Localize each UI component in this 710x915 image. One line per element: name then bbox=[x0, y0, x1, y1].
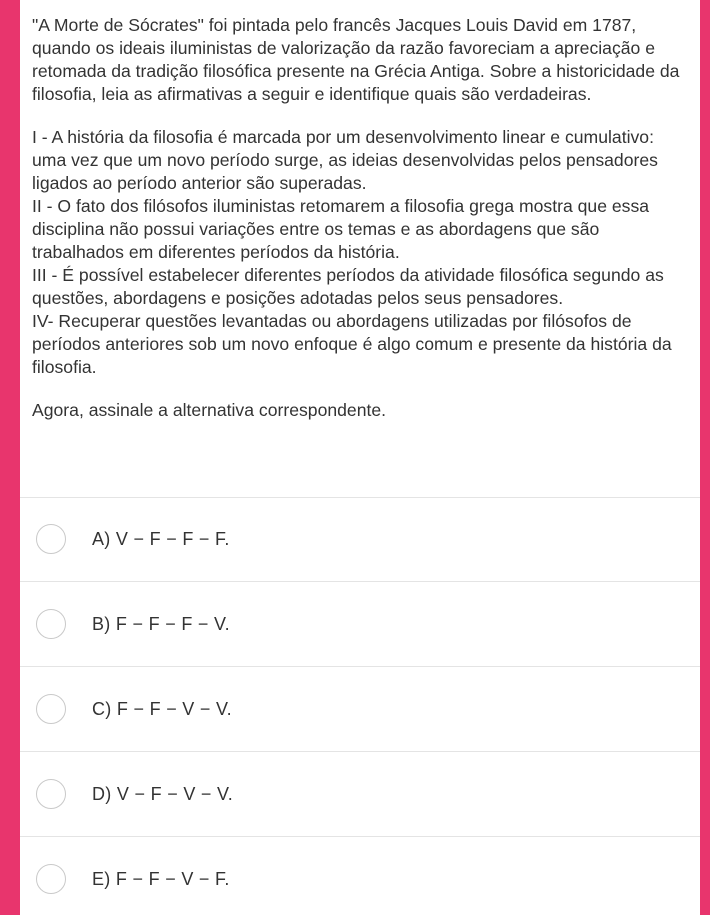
statement-1: I - A história da filosofia é marcada por um desenvolvimento linear e cumulativo: uma vez que um novo período surge, as ideias desenvolvidas pelos pensadores ligados ao período anterior são superadas. bbox=[32, 127, 658, 193]
option-d-label: D) V − F − V − V. bbox=[92, 783, 233, 804]
option-a[interactable] bbox=[20, 497, 700, 581]
statement-2: II - O fato dos filósofos iluministas retomarem a filosofia grega mostra que essa disciplina não possui variações entre os temas e as abordagens que são trabalhados em diferentes períodos da história. bbox=[32, 196, 650, 262]
option-b[interactable] bbox=[20, 582, 700, 666]
question-intro: "A Morte de Sócrates" foi pintada pelo francês Jacques Louis David em 1787, quando os ideais iluministas de valorização da razão favoreciam a apreciação e retomada da tradição filosófica presente na Grécia Antiga. Sobre a historicidade da filosofia, leia as afirmativas a seguir e identifique quais são verdadeiras. bbox=[32, 15, 680, 104]
radio-d-icon[interactable] bbox=[36, 779, 66, 809]
radio-c-icon[interactable] bbox=[36, 694, 66, 724]
question-instruction: Agora, assinale a alternativa correspondente. bbox=[32, 400, 387, 420]
radio-e-icon[interactable] bbox=[36, 864, 66, 894]
option-c-label: C) F − F − V − V. bbox=[92, 698, 232, 719]
option-d[interactable] bbox=[20, 752, 700, 836]
statement-3: III - É possível estabelecer diferentes períodos da atividade filosófica segundo as questões, abordagens e posições adotadas pelos seus pensadores. bbox=[32, 265, 664, 308]
option-c[interactable] bbox=[20, 667, 700, 751]
radio-b-icon[interactable] bbox=[36, 609, 66, 639]
option-e-label: E) F − F − V − F. bbox=[92, 868, 230, 889]
statement-4: IV- Recuperar questões levantadas ou abordagens utilizadas por filósofos de períodos anteriores sob um novo enfoque é algo comum e presente da história da filosofia. bbox=[32, 311, 672, 377]
option-a-label: A) V − F − F − F. bbox=[92, 528, 230, 549]
option-e[interactable] bbox=[20, 837, 700, 915]
question-card bbox=[20, 0, 700, 915]
radio-a-icon[interactable] bbox=[36, 524, 66, 554]
option-b-label: B) F − F − F − V. bbox=[92, 613, 230, 634]
question-text bbox=[20, 0, 700, 422]
